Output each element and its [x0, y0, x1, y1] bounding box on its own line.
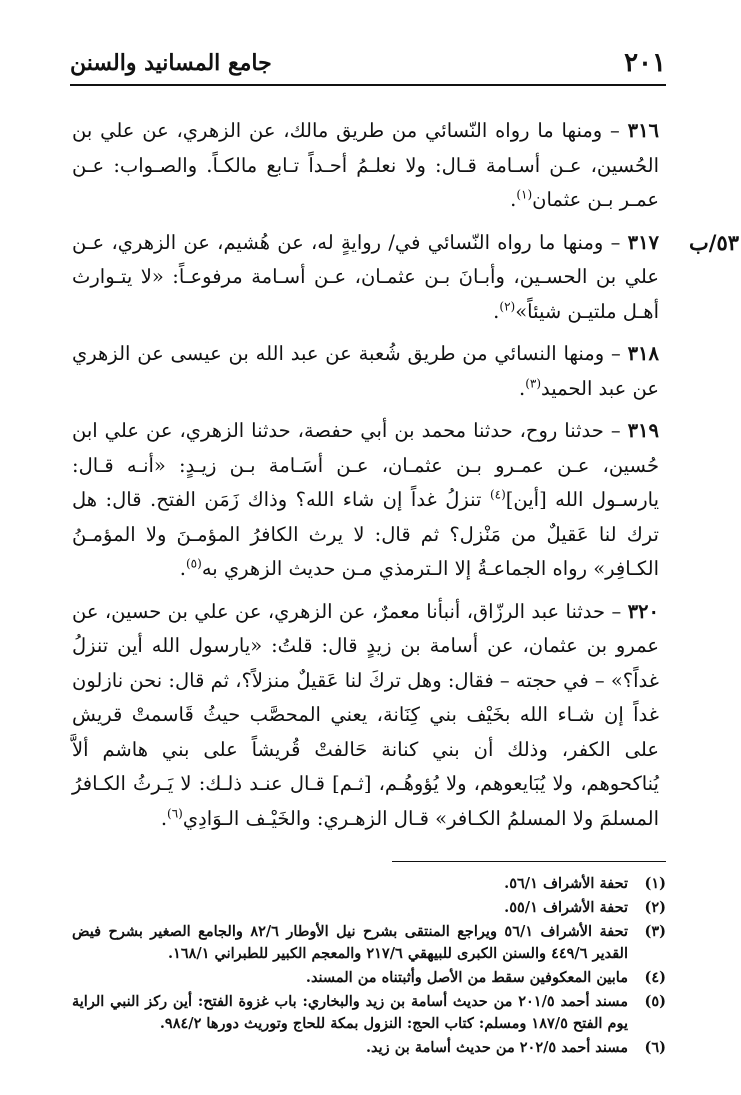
- footnote-item: [72, 897, 666, 919]
- paragraph-end: .: [493, 299, 500, 323]
- footnotes: [72, 873, 666, 1061]
- footnote-text: مابين المعكوفين سقط من الأصل وأثبتناه من المسند.: [305, 969, 628, 986]
- footnote-number: (٥): [644, 993, 666, 1010]
- footnote-number: (٣): [644, 923, 666, 940]
- footnote-number: (٤): [644, 969, 666, 986]
- hadith-paragraph: [72, 337, 659, 406]
- main-text: [72, 114, 739, 844]
- footnote-item: [72, 1037, 666, 1059]
- footnote-text: تحفة الأشراف ٥٥/١.: [504, 899, 628, 916]
- hadith-number: ٣١٩: [627, 419, 659, 442]
- footnote-item: [72, 991, 666, 1035]
- paragraph-continuation: تنزلُ غداً إن شاء الله؟ وذاك زَمَن الفتح. قال: هل ترك لنا عَقيلٌ من مَنْزل؟ ثم قال: لا يرث الكافرُ المؤمـنَ ولا المؤمـنُ الكـافِر» رواه الجماعـةُ إلا الـترمذي مـن حديث الزهري به: [72, 488, 659, 580]
- paragraph-text: – حدثنا عبد الرزّاق، أنبأنا معمرٌ، عن الزهري، عن علي بن حسين، عن عمرو بن عثمان، عن أسامة بن زيدٍ قال: قلتُ: «يارسول الله أين تنزلُ غداً؟» – في حجته – فقال: وهل تركَ لنا عَقيلٌ منزلاً؟، ثم قال: نحن نازلون غداً إن شـاء الله بخَيْف بني كِنَانة، يعني المحصَّب حيثُ قَاسمتْ قريش على الكفر، وذلك أن بني كنانة حَالفتْ قُريشاً على بني هاشم ألاَّ يُناكحوهم، ولا يُبَايعوهم، ولا يُؤوهُـم، [ثـم] قـال عنـد ذلـك: لا يَـرثُ الكـافرُ المسلمَ ولا المسلمُ الكـافر» قـال الزهـري: والخَيْـف الـوَادِي: [72, 599, 659, 830]
- footnote-number: (٢): [644, 899, 666, 916]
- book-title: جامع المسانيد والسنن: [70, 50, 272, 76]
- footnote-ref: (١): [516, 187, 533, 202]
- paragraph-end: .: [518, 376, 526, 400]
- paragraph-end: .: [179, 557, 186, 580]
- paragraph-text: – ومنها ما رواه النّسائي في/ روايةٍ له، عن هُشيم، عن الزهري، عـن علي بن الحسـين، وأبـانَ بـن عثمـان، عـن أسـامة مرفوعـاً: «لا يتـوارث أهـل ملتيـن شيئاً»: [72, 230, 659, 323]
- hadith-paragraph: [72, 414, 659, 587]
- hadith-paragraph: [72, 114, 659, 218]
- footnote-item: [72, 967, 666, 989]
- footnote-separator: [392, 861, 666, 862]
- footnote-ref: (٤): [489, 487, 506, 502]
- hadith-number: ٣١٨: [627, 342, 659, 365]
- footnote-number: (٦): [644, 1039, 666, 1056]
- footnote-ref: (٣): [525, 376, 542, 390]
- footnote-number: (١): [644, 875, 666, 892]
- running-head: [70, 48, 666, 80]
- footnote-item: [72, 921, 666, 965]
- hadith-number: ٣٢٠: [627, 599, 659, 623]
- page-number: ٢٠١: [624, 48, 666, 78]
- paragraph-text: – ومنها ما رواه النّسائي من طريق مالك، عن الزهري، عن علي بن الحُسين، عـن أسـامة قـال: ولا نعلـمُ أحـداً تـابع مالكـاً. والصـواب: عـن عمـر بـن عثمان: [72, 119, 659, 211]
- paragraph-text: – ومنها النسائي من طريق شُعبة عن عبد الله بن عيسى عن الزهري عن عبد الحميد: [72, 342, 659, 400]
- footnote-text: تحفة الأشراف ٥٦/١.: [504, 875, 628, 892]
- footnote-text: مسند أحمد ٢٠٢/٥ من حديث أسامة بن زيد.: [365, 1039, 628, 1056]
- footnote-ref: (٦): [167, 806, 183, 820]
- hadith-paragraph: [72, 226, 739, 330]
- paragraph-text: – حدثنا روح، حدثنا محمد بن أبي حفصة، حدثنا الزهري، عن علي ابن حُسين، عـن عمـرو بـن عثمـان، عـن أسَـامة بـن زيـدٍ: «أنـه قـال: يارسـول الله [أين]: [72, 419, 659, 511]
- paragraph-end: .: [510, 188, 517, 211]
- footnote-text: تحفة الأشراف ٥٦/١ ويراجع المنتقى بشرح نيل الأوطار ٨٢/٦ والجامع الصغير بشرح فيض القدير ٤٤٩/٦ والسنن الكبرى للبيهقي ٢١٧/٦ والمعجم الكبير للطبراني ١٦٨/١.: [72, 923, 629, 962]
- manuscript-folio-note: ٥٣/ب: [688, 229, 739, 255]
- paragraph-end: .: [160, 806, 168, 830]
- footnote-text: مسند أحمد ٢٠١/٥ من حديث أسامة بن زيد والبخاري: باب غزوة الفتح: أين ركز النبي الراية يوم الفتح ١٨٧/٥ ومسلم: كتاب الحج: النزول بمكة للحاج وتوريث دورها ٩٨٤/٢.: [72, 993, 628, 1032]
- footnote-ref: (٢): [499, 299, 516, 313]
- header-rule: [70, 84, 666, 86]
- hadith-number: ٣١٦: [627, 119, 660, 142]
- hadith-number: ٣١٧: [627, 230, 660, 254]
- footnote-item: [72, 873, 666, 895]
- footnote-ref: (٥): [185, 556, 202, 571]
- hadith-paragraph: [72, 595, 659, 837]
